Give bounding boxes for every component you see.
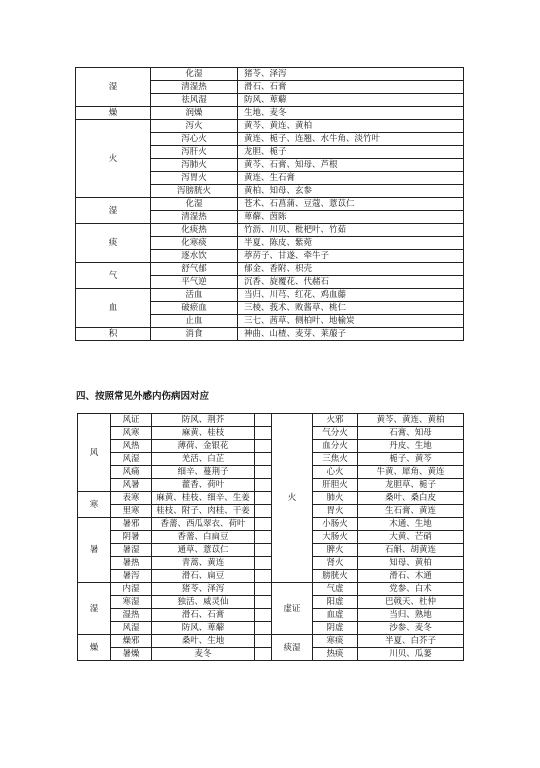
- herbs-cell: 牛黄、犀角、黄连: [358, 466, 464, 479]
- type-cell: 肺火: [313, 492, 358, 505]
- herbs-cell: 木通、生地: [358, 518, 464, 531]
- type-cell: 暑湿: [111, 544, 152, 557]
- type-cell: 寒湿: [111, 596, 152, 609]
- method-cell: 清湿热: [151, 211, 238, 224]
- herbs-cell: 黄芩、黄连、黄柏: [238, 120, 464, 133]
- herbs-cell: 党参、白术: [358, 583, 464, 596]
- column-gap: [255, 609, 272, 622]
- table-row: [76, 68, 464, 81]
- type-cell: 暑热: [111, 557, 152, 570]
- method-cell: 泻膀胱火: [151, 185, 238, 198]
- column-gap: [255, 492, 272, 505]
- table-row: [78, 492, 464, 505]
- type-cell: 风寒: [111, 427, 152, 440]
- table-row: [78, 609, 464, 622]
- table-row: [78, 583, 464, 596]
- herbs-cell: 沙参、麦冬: [358, 622, 464, 635]
- column-gap: [255, 414, 272, 427]
- herbs-cell: 香薷、白扁豆: [152, 531, 255, 544]
- table-row: [78, 453, 464, 466]
- table-row: [78, 557, 464, 570]
- type-cell: 小肠火: [313, 518, 358, 531]
- herbs-cell: 生石膏、黄连: [358, 505, 464, 518]
- type-cell: 风湿: [111, 622, 152, 635]
- category-cell: 暑: [78, 518, 111, 583]
- table-row: [76, 224, 464, 237]
- type-cell: 大肠火: [313, 531, 358, 544]
- table-row: [78, 622, 464, 635]
- column-gap: [255, 583, 272, 596]
- herbs-cell: 青蒿、黄连: [152, 557, 255, 570]
- herbs-cell: 三七、茜草、侧柏叶、地榆炭: [238, 315, 464, 328]
- herbs-cell: 竹沥、川贝、枇杷叶、竹茹: [238, 224, 464, 237]
- type-cell: 阴虚: [313, 622, 358, 635]
- type-cell: 膀胱火: [313, 570, 358, 583]
- method-cell: 逐水饮: [151, 250, 238, 263]
- category-cell: 湿: [78, 583, 111, 635]
- herbs-cell: 黄柏、知母、玄参: [238, 185, 464, 198]
- category-cell: 燥: [76, 107, 151, 120]
- herbs-cell: 黄芩、石膏、知母、芦根: [238, 159, 464, 172]
- table-row: [78, 635, 464, 648]
- herbs-cell: 苍术、石菖蒲、豆蔻、薏苡仁: [238, 198, 464, 211]
- herbs-cell: 神曲、山楂、麦芽、莱菔子: [238, 328, 464, 341]
- table-row: [78, 505, 464, 518]
- herbs-cell: 猪苓、泽泻: [238, 68, 464, 81]
- herbs-cell: 葶苈子、甘遂、牵牛子: [238, 250, 464, 263]
- herbs-cell: 大黄、芒硝: [358, 531, 464, 544]
- herbs-cell: 桑叶、生地: [152, 635, 255, 648]
- type-cell: 暑泻: [111, 570, 152, 583]
- table-row: [78, 596, 464, 609]
- type-cell: 阳虚: [313, 596, 358, 609]
- method-cell: 清湿热: [151, 81, 238, 94]
- method-cell: 泻胃火: [151, 172, 238, 185]
- type-cell: 热痰: [313, 648, 358, 661]
- type-cell: 内湿: [111, 583, 152, 596]
- column-gap: [255, 518, 272, 531]
- table-row: [76, 263, 464, 276]
- herbs-cell: 麦冬: [152, 648, 255, 661]
- column-gap: [255, 479, 272, 492]
- herbs-cell: 滑石、扁豆: [152, 570, 255, 583]
- category-cell: 痰: [76, 224, 151, 263]
- herbs-cell: 石斛、胡黄连: [358, 544, 464, 557]
- category-cell: 血: [76, 289, 151, 328]
- herbs-cell: 防风、荆芥: [152, 414, 255, 427]
- column-gap: [255, 622, 272, 635]
- herbs-cell: 生地、麦冬: [238, 107, 464, 120]
- method-cell: 消食: [151, 328, 238, 341]
- column-gap: [255, 466, 272, 479]
- category-cell: 积: [76, 328, 151, 341]
- column-gap: [255, 453, 272, 466]
- herbs-cell: 沉香、旋覆花、代赭石: [238, 276, 464, 289]
- type-cell: 脾火: [313, 544, 358, 557]
- category-cell: 燥: [78, 635, 111, 661]
- table-row: [76, 328, 464, 341]
- column-gap: [255, 505, 272, 518]
- table-row: [78, 414, 464, 427]
- herbs-cell: 巴戟天、杜仲: [358, 596, 464, 609]
- method-cell: 泻心火: [151, 133, 238, 146]
- category-cell: 痰湿: [272, 635, 313, 661]
- table-row: [78, 570, 464, 583]
- type-cell: 三焦火: [313, 453, 358, 466]
- table-row: [78, 440, 464, 453]
- method-cell: 泻肺火: [151, 159, 238, 172]
- column-gap: [255, 557, 272, 570]
- table-row: [76, 120, 464, 133]
- table-row: [78, 427, 464, 440]
- type-cell: 寒痰: [313, 635, 358, 648]
- herbs-cell: 龙胆、栀子: [238, 146, 464, 159]
- herbs-cell: 栀子、黄芩: [358, 453, 464, 466]
- section-title: 四、按照常见外感内伤病因对应: [76, 391, 210, 402]
- column-gap: [255, 427, 272, 440]
- herb-table-lower: [77, 413, 464, 661]
- column-gap: [255, 531, 272, 544]
- type-cell: 里寒: [111, 505, 152, 518]
- type-cell: 暑邪: [111, 518, 152, 531]
- column-gap: [255, 544, 272, 557]
- method-cell: 润燥: [151, 107, 238, 120]
- type-cell: 风热: [111, 440, 152, 453]
- herbs-cell: 猪苓、泽泻: [152, 583, 255, 596]
- method-cell: 泻火: [151, 120, 238, 133]
- herbs-cell: 防风、萆薢: [152, 622, 255, 635]
- herbs-cell: 丹皮、生地: [358, 440, 464, 453]
- herbs-cell: 黄连、栀子、连翘、水牛角、淡竹叶: [238, 133, 464, 146]
- method-cell: 化湿: [151, 68, 238, 81]
- category-cell: 风: [78, 414, 111, 492]
- method-cell: 止血: [151, 315, 238, 328]
- table-row: [78, 479, 464, 492]
- herbs-cell: 滑石、木通: [358, 570, 464, 583]
- method-cell: 平气逆: [151, 276, 238, 289]
- herbs-cell: 防风、萆薢: [238, 94, 464, 107]
- type-cell: 火邪: [313, 414, 358, 427]
- type-cell: 湿热: [111, 609, 152, 622]
- method-cell: 泻肝火: [151, 146, 238, 159]
- herbs-cell: 滑石、石膏: [152, 609, 255, 622]
- herbs-cell: 当归、川芎、红花、鸡血藤: [238, 289, 464, 302]
- category-cell: 寒: [78, 492, 111, 518]
- herbs-cell: 龙胆草、栀子: [358, 479, 464, 492]
- type-cell: 心火: [313, 466, 358, 479]
- table-row: [78, 531, 464, 544]
- column-gap: [255, 635, 272, 648]
- category-cell: 湿: [76, 198, 151, 224]
- type-cell: 肾火: [313, 557, 358, 570]
- table-row: [76, 289, 464, 302]
- herbs-cell: 郁金、香附、枳壳: [238, 263, 464, 276]
- method-cell: 破瘀血: [151, 302, 238, 315]
- herbs-cell: 麻黄、桂枝、细辛、生姜: [152, 492, 255, 505]
- type-cell: 气虚: [313, 583, 358, 596]
- herbs-cell: 当归、熟地: [358, 609, 464, 622]
- herbs-cell: 萆薢、茵陈: [238, 211, 464, 224]
- category-cell: 气: [76, 263, 151, 289]
- method-cell: 化湿: [151, 198, 238, 211]
- type-cell: 胃火: [313, 505, 358, 518]
- type-cell: 燥邪: [111, 635, 152, 648]
- type-cell: 风湿: [111, 453, 152, 466]
- type-cell: 风暑: [111, 479, 152, 492]
- herbs-cell: 半夏、白芥子: [358, 635, 464, 648]
- herbs-cell: 三棱、莪术、败酱草、桃仁: [238, 302, 464, 315]
- herbs-cell: 细辛、蔓荆子: [152, 466, 255, 479]
- table-row: [78, 544, 464, 557]
- herbs-cell: 藿香、荷叶: [152, 479, 255, 492]
- table-row: [76, 107, 464, 120]
- type-cell: 暑燥: [111, 648, 152, 661]
- type-cell: 风痛: [111, 466, 152, 479]
- table-row: [78, 466, 464, 479]
- type-cell: 肝胆火: [313, 479, 358, 492]
- herbs-cell: 滑石、石膏: [238, 81, 464, 94]
- herbs-cell: 黄连、生石膏: [238, 172, 464, 185]
- herbs-cell: 通草、薏苡仁: [152, 544, 255, 557]
- table-row: [78, 648, 464, 661]
- column-gap: [255, 648, 272, 661]
- herbs-cell: 羌活、白芷: [152, 453, 255, 466]
- herbs-cell: 黄芩、黄连、黄柏: [358, 414, 464, 427]
- herbs-cell: 半夏、陈皮、紫菀: [238, 237, 464, 250]
- type-cell: 阴暑: [111, 531, 152, 544]
- herbs-cell: 石膏、知母: [358, 427, 464, 440]
- type-cell: 血分火: [313, 440, 358, 453]
- method-cell: 化寒痰: [151, 237, 238, 250]
- method-cell: 化痰热: [151, 224, 238, 237]
- herbs-cell: 香薷、西瓜翠衣、荷叶: [152, 518, 255, 531]
- table-row: [78, 518, 464, 531]
- category-cell: 火: [272, 414, 313, 583]
- category-cell: 湿: [76, 68, 151, 107]
- herbs-cell: 麻黄、桂枝: [152, 427, 255, 440]
- herbs-cell: 独活、威灵仙: [152, 596, 255, 609]
- column-gap: [255, 440, 272, 453]
- type-cell: 气分火: [313, 427, 358, 440]
- herbs-cell: 薄荷、金银花: [152, 440, 255, 453]
- type-cell: 血虚: [313, 609, 358, 622]
- type-cell: 表寒: [111, 492, 152, 505]
- method-cell: 祛风湿: [151, 94, 238, 107]
- herbs-cell: 桑叶、桑白皮: [358, 492, 464, 505]
- column-gap: [255, 596, 272, 609]
- table-row: [76, 198, 464, 211]
- column-gap: [255, 570, 272, 583]
- method-cell: 活血: [151, 289, 238, 302]
- type-cell: 风证: [111, 414, 152, 427]
- herbs-cell: 川贝、瓜蒌: [358, 648, 464, 661]
- method-cell: 舒气郁: [151, 263, 238, 276]
- category-cell: 虚证: [272, 583, 313, 635]
- herbs-cell: 桂枝、附子、肉桂、干姜: [152, 505, 255, 518]
- herb-table-upper: [75, 67, 464, 341]
- herbs-cell: 知母、黄柏: [358, 557, 464, 570]
- category-cell: 火: [76, 120, 151, 198]
